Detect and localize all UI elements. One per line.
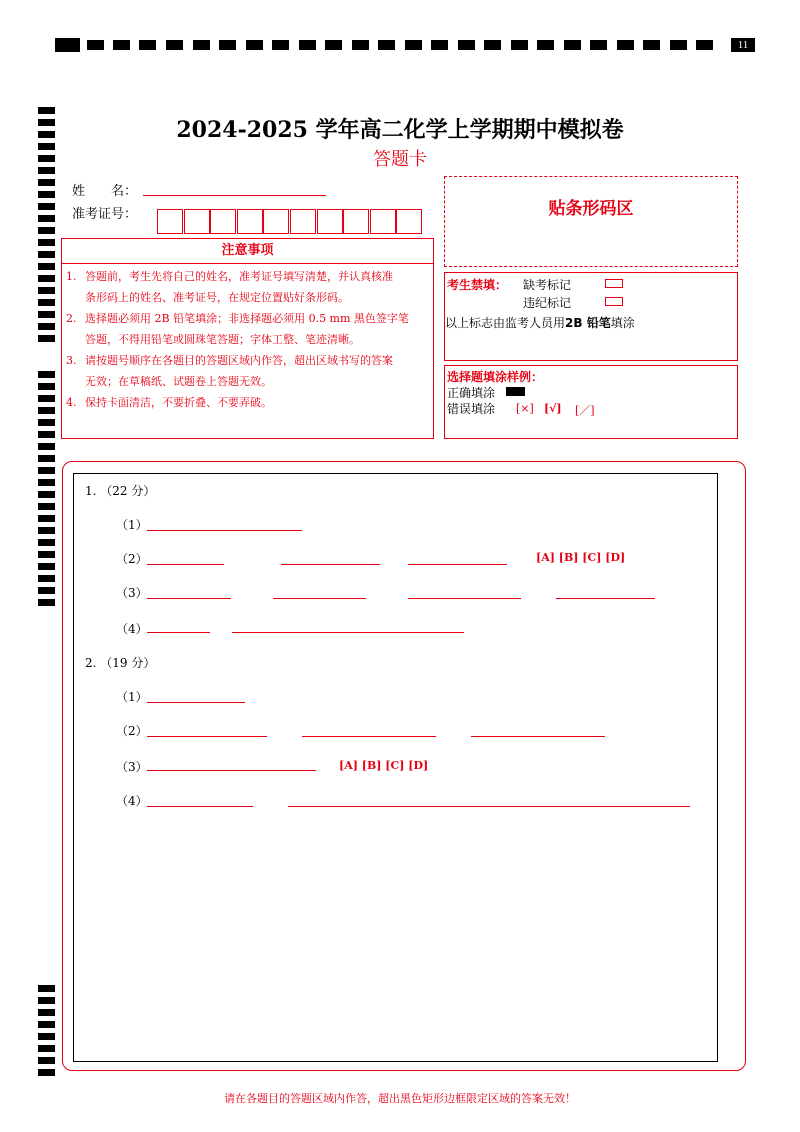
q1-part3-answer-a[interactable]: [147, 598, 231, 599]
forbidden-note: [445, 314, 635, 331]
timing-mark: [299, 40, 316, 50]
q2-part4-answer-a[interactable]: [147, 806, 253, 807]
notice-item: [66, 308, 431, 350]
timing-mark: [38, 575, 55, 582]
wrong-fill-label: 错误填涂: [447, 402, 496, 416]
timing-mark: [38, 323, 55, 330]
exam-id-digit-box[interactable]: [290, 209, 316, 234]
name-field[interactable]: [143, 195, 326, 196]
notice-item-number: 3.: [66, 354, 77, 367]
timing-mark: [166, 40, 183, 50]
q1-part2-label: （2）: [116, 552, 148, 566]
q1-part2-answer-b[interactable]: [281, 564, 380, 565]
q1-part4-answer-b[interactable]: [232, 632, 464, 633]
violation-label: 违纪标记: [523, 296, 572, 310]
timing-mark: [38, 311, 55, 318]
exam-id-label: 准考证号：: [72, 207, 138, 222]
correct-fill-label: 正确填涂: [447, 386, 496, 400]
exam-id-digit-box[interactable]: [317, 209, 343, 234]
timing-mark: [38, 455, 55, 462]
timing-mark: [38, 527, 55, 534]
page-number: 11: [731, 38, 755, 52]
q2-part2-answer-a[interactable]: [147, 736, 267, 737]
fill-example-title: 选择题填涂样例：: [447, 370, 544, 384]
notice-item-number: 1.: [66, 270, 77, 283]
timing-mark: [38, 383, 55, 390]
question-1-header: 1. （22 分）: [85, 484, 156, 498]
timing-mark: [38, 407, 55, 414]
timing-mark: [38, 551, 55, 558]
notice-item-number: 4.: [66, 396, 77, 409]
notice-item-line: [66, 266, 431, 287]
timing-mark: [38, 467, 55, 474]
notice-item: [66, 392, 431, 413]
timing-mark: [38, 215, 55, 222]
notice-item-continuation: 答题，不得用铅笔或圆珠笔答题；字体工整、笔迹清晰。: [85, 333, 360, 346]
timing-mark: [378, 40, 395, 50]
q2-part3-choices[interactable]: [A] [B] [C] [D]: [339, 759, 429, 772]
timing-mark: [537, 40, 554, 50]
exam-id-digit-box[interactable]: [210, 209, 236, 234]
notice-title: 注意事项: [221, 243, 274, 258]
timing-mark: [352, 40, 369, 50]
timing-mark: [38, 179, 55, 186]
notice-item-line: [66, 392, 431, 413]
timing-mark: [38, 203, 55, 210]
page-title: 2024-2025 学年高二化学上学期期中模拟卷: [176, 117, 624, 143]
timing-mark: [38, 479, 55, 486]
violation-mark-box[interactable]: [605, 297, 623, 306]
q2-part4-label: （4）: [116, 794, 148, 808]
notice-item: [66, 266, 431, 308]
q1-part1-label: （1）: [116, 518, 148, 532]
timing-mark: [38, 539, 55, 546]
name-label: 姓 名：: [72, 184, 138, 199]
timing-mark: [38, 1021, 55, 1028]
timing-mark: [38, 251, 55, 258]
question-2-header: 2. （19 分）: [85, 656, 156, 670]
timing-mark: [564, 40, 581, 50]
notice-item-number: 2.: [66, 312, 77, 325]
notice-item-text: 选择题必须用 2B 铅笔填涂；非选择题必须用 0.5 mm 黑色签字笔: [85, 312, 409, 325]
timing-mark: [38, 985, 55, 992]
timing-mark: [38, 191, 55, 198]
wrong-mark-check: [√]: [544, 402, 562, 415]
timing-mark: [643, 40, 660, 50]
exam-id-digit-box[interactable]: [343, 209, 369, 234]
q1-part1-answer[interactable]: [147, 530, 302, 531]
timing-mark: [38, 419, 55, 426]
timing-mark: [272, 40, 289, 50]
notice-item-line: [66, 308, 431, 329]
notice-item-text: 保持卡面清洁，不要折叠、不要弄破。: [85, 396, 272, 409]
q1-part3-answer-b[interactable]: [273, 598, 366, 599]
q1-part4-answer-a[interactable]: [147, 632, 210, 633]
timing-mark: [87, 40, 104, 50]
absent-mark-box[interactable]: [605, 279, 623, 288]
timing-mark: [38, 395, 55, 402]
timing-mark: [38, 431, 55, 438]
timing-mark: [38, 263, 55, 270]
timing-mark: [38, 1045, 55, 1052]
timing-mark: [484, 40, 501, 50]
timing-mark: [38, 587, 55, 594]
timing-mark: [38, 599, 55, 606]
timing-mark: [193, 40, 210, 50]
forbidden-note-prefix: 以上标志由监考人员用: [445, 316, 566, 330]
timing-mark: [431, 40, 448, 50]
forbidden-note-bold: 2B 铅笔: [565, 316, 611, 330]
timing-mark: [55, 38, 80, 52]
q1-part2-answer-a[interactable]: [147, 564, 224, 565]
top-timing-marks: [55, 38, 755, 52]
timing-mark: [511, 40, 528, 50]
q2-part1-label: （1）: [116, 690, 148, 704]
q2-part2-label: （2）: [116, 724, 148, 738]
q1-part3-answer-d[interactable]: [556, 598, 655, 599]
q1-part2-answer-c[interactable]: [408, 564, 507, 565]
notice-item-continuation: 条形码上的姓名、准考证号，在规定位置贴好条形码。: [85, 291, 349, 304]
timing-mark: [38, 275, 55, 282]
exam-id-digit-box[interactable]: [157, 209, 183, 234]
footer-warning: 请在各题目的答题区域内作答，超出黑色矩形边框限定区域的答案无效！: [224, 1092, 576, 1105]
timing-mark: [38, 515, 55, 522]
absent-label: 缺考标记: [523, 278, 572, 292]
q1-part3-label: （3）: [116, 586, 148, 600]
timing-mark: [38, 1033, 55, 1040]
barcode-area: [444, 176, 738, 267]
timing-mark: [617, 40, 634, 50]
timing-mark: [38, 491, 55, 498]
timing-mark: [38, 563, 55, 570]
timing-mark: [38, 227, 55, 234]
q2-part2-answer-c[interactable]: [471, 736, 605, 737]
timing-mark: [38, 371, 55, 378]
timing-mark: [590, 40, 607, 50]
timing-mark: [38, 335, 55, 342]
correct-fill-sample: [506, 387, 525, 396]
q1-part4-label: （4）: [116, 622, 148, 636]
notice-item-continuation: 无效；在草稿纸、试题卷上答题无效。: [85, 375, 272, 388]
timing-mark: [113, 40, 130, 50]
timing-mark: [219, 40, 236, 50]
timing-mark: [670, 40, 687, 50]
q2-part2-answer-b[interactable]: [302, 736, 436, 737]
q2-part4-answer-b[interactable]: [288, 806, 690, 807]
timing-mark: [38, 1009, 55, 1016]
timing-mark: [246, 40, 263, 50]
exam-id-digit-box[interactable]: [396, 209, 422, 234]
forbidden-title: 考生禁填：: [447, 278, 508, 292]
timing-mark: [38, 287, 55, 294]
q2-part1-answer[interactable]: [147, 702, 245, 703]
timing-mark: [139, 40, 156, 50]
exam-id-digit-box[interactable]: [237, 209, 263, 234]
timing-mark: [38, 299, 55, 306]
timing-mark: [405, 40, 422, 50]
exam-id-digit-box[interactable]: [370, 209, 396, 234]
q2-part3-label: （3）: [116, 760, 148, 774]
timing-mark: [38, 503, 55, 510]
timing-mark: [38, 443, 55, 450]
q1-part3-answer-c[interactable]: [408, 598, 521, 599]
exam-id-digit-box[interactable]: [263, 209, 289, 234]
timing-mark: [38, 1057, 55, 1064]
timing-mark: [38, 239, 55, 246]
timing-mark: [38, 1069, 55, 1076]
timing-mark: [458, 40, 475, 50]
notice-item-line: [66, 350, 431, 371]
wrong-mark-x: [×]: [516, 402, 534, 415]
notice-item-text: 答题前，考生先将自己的姓名，准考证号填写清楚，并认真核准: [85, 270, 393, 283]
notice-item-text: 请按题号顺序在各题目的答题区域内作答，超出区域书写的答案: [85, 354, 393, 367]
q1-part2-choices[interactable]: [A] [B] [C] [D]: [536, 551, 626, 564]
exam-id-digit-box[interactable]: [184, 209, 210, 234]
notice-item: [66, 350, 431, 392]
notice-title-box: [61, 238, 434, 264]
page-subtitle: 答题卡: [373, 149, 427, 170]
forbidden-note-suffix: 填涂: [610, 316, 635, 330]
barcode-label: 贴条形码区: [548, 199, 634, 219]
q2-part3-answer[interactable]: [147, 770, 316, 771]
wrong-mark-slash: [／]: [575, 404, 595, 417]
timing-mark: [325, 40, 342, 50]
timing-mark: [38, 997, 55, 1004]
timing-mark: [696, 40, 713, 50]
